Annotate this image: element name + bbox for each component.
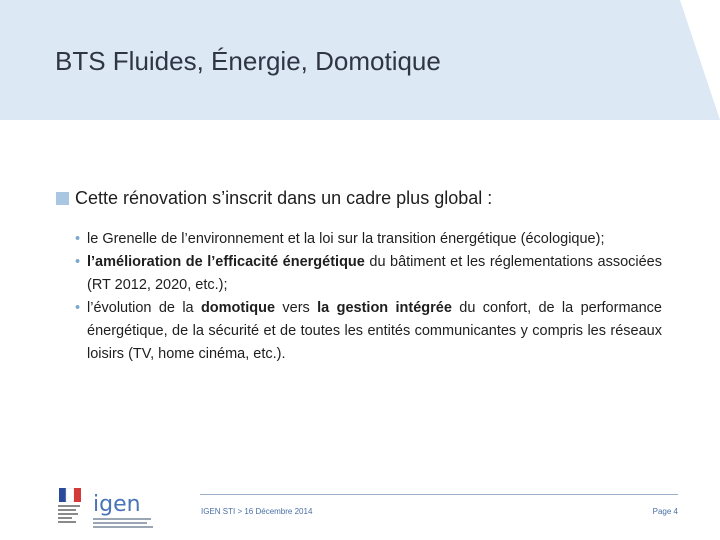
igen-logo	[93, 494, 153, 528]
sub-bullet-item	[75, 251, 662, 297]
main-bullet	[56, 188, 696, 209]
footer-divider	[200, 494, 678, 495]
emphasis-text: l’amélioration de l’efficacité énergétique	[87, 254, 365, 270]
sub-bullet-item	[75, 228, 662, 251]
emphasis-text: domotique	[200, 300, 276, 316]
ministry-logo	[55, 488, 85, 532]
bullet-dot-icon: •	[75, 300, 81, 316]
page-number: Page 4	[652, 507, 678, 516]
header-corner-cut	[680, 0, 720, 120]
bullet-dot-icon: •	[75, 254, 81, 270]
sub-bullet-text: du bâtiment et les réglementations associées (RT 2012, 2020, etc.);	[87, 254, 662, 293]
sub-bullet-text: vers	[275, 300, 318, 316]
igen-logo-subtitle-lines	[93, 518, 153, 528]
ministry-logo-text-lines	[55, 505, 85, 523]
square-bullet-icon	[56, 192, 69, 205]
marianne-flag-icon	[59, 488, 81, 502]
emphasis-text: la gestion intégrée	[317, 300, 452, 316]
sub-bullet-text: le Grenelle de l’environnement et la loi sur la transition énergétique (écologique);	[87, 231, 605, 247]
slide-title: BTS Fluides, Énergie, Domotique	[55, 46, 441, 76]
sub-bullet-item	[75, 297, 662, 366]
bullet-dot-icon: •	[75, 231, 81, 247]
sub-bullet-list	[75, 228, 662, 366]
igen-logo-word: igen	[93, 492, 141, 517]
main-bullet-text: Cette rénovation s’inscrit dans un cadre plus global :	[75, 188, 493, 208]
sub-bullet-text: du confort, de la performance énergétique, de la sécurité et de toutes les entités communicantes y compris les réseaux loisirs (TV, home cinéma, etc.).	[87, 300, 662, 362]
sub-bullet-text: l’évolution de la	[87, 300, 201, 316]
footer-text: IGEN STI > 16 Décembre 2014	[201, 507, 313, 516]
